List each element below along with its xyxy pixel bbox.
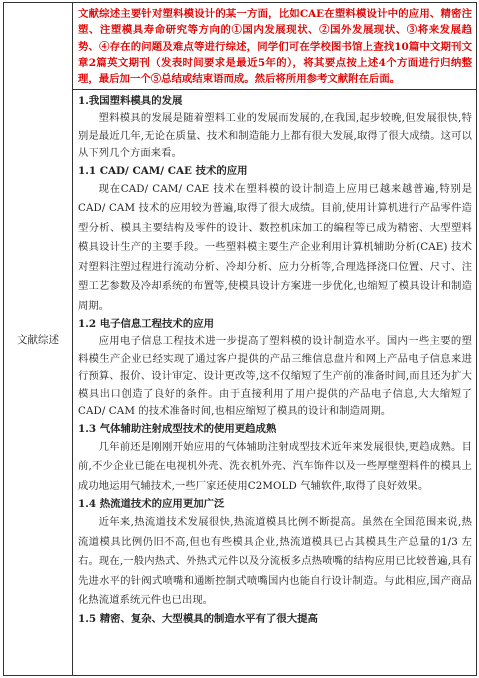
section-1-4-title: 1.4 热流道技术的应用更加广泛 (78, 498, 225, 511)
section-1-3-title: 1.3 气体辅助注射成型技术的使用更趋成熟 (78, 422, 277, 435)
section-1-4-paragraph: 近年来,热流道技术发展很快,热流道模具比例不断提高。虽然在全国范围来说,热流道模具比例仍旧不高,但也有些模具企业,热流道模具已占其模具生产总量的1/3 左右。现在,一般内热式、外热式元件以及分流板多点热喷嘴的结构应用已比较普遍,具有先进水平的针阀式喷嘴和通断控制式喷嘴国内也能自行设计制造。与此相应,国产商品化热流道系统元件也已出现。 (78, 516, 472, 607)
section-1-1-paragraph: 现在CAD/ CAM/ CAE 技术在塑料模的设计制造上应用已越来越普遍,特别是CAD/ CAM 技术的应用较为普遍,取得了很大成绩。目前,使用计算机进行产品零件造型分析、模具主要结构及零件的设计、数控机床加工的编程等已成为精密、大型塑料模具设计生产的主要手段。一些塑料模主要生产企业利用计算机辅助分析(CAE) 技术对塑料注塑过程进行流动分析、冷却分析、应力分析等,合理选择浇口位置、尺寸、注塑工艺参数及冷却系统的布置等,使模具设计方案进一步优化,也缩短了模具设计和制造周期。 (78, 182, 472, 312)
instruction-text: 文献综述主要针对塑料模设计的某一方面，比如CAE在塑料模设计中的应用、精密注塑、注塑模具寿命研究等方向的①国内发展现状、②国外发展现状、③将来发展趋势、④存在的问题及难点等进行综述，同学们可在学校图书馆上查找10篇中文期刊文章2篇英文期刊（发表时间要求是最近5年的），将其要点按上述4个方面进行归纳整理，最后加一个⑤总结或结束语而成。然后将所用参考文献附在后面。 (78, 8, 472, 86)
row-label-cell (4, 3, 73, 676)
instruction-divider (73, 89, 476, 90)
section-1-5-title: 1.5 精密、复杂、大型模具的制造水平有了很大提高 (78, 612, 318, 625)
section-1-2-title: 1.2 电子信息工程技术的应用 (78, 318, 214, 331)
section-1-paragraph: 塑料模具的发展是随着塑料工业的发展而发展的,在我国,起步较晚,但发展很快,特别是最近几年,无论在质量、技术和制造能力上都有很大发展,取得了很大成绩。这可以从下列几个方面来看。 (78, 112, 472, 160)
review-table (3, 2, 477, 676)
section-1-1-title: 1.1 CAD/ CAM/ CAE 技术的应用 (78, 164, 248, 177)
row-label: 文献综述 (17, 333, 59, 346)
content-cell (73, 3, 477, 676)
section-1-title: 1.我国塑料模具的发展 (78, 95, 183, 108)
section-1-3-paragraph: 几年前还是刚刚开始应用的气体辅助注射成型技术近年来发展很快,更趋成熟。目前,不少企业已能在电视机外壳、洗衣机外壳、汽车饰件以及一些厚壁塑料件的模具上成功地运用气辅技术,一些厂家还使用C2MOLD 气辅软件,取得了良好效果。 (78, 440, 472, 492)
section-1-2-paragraph: 应用电子信息工程技术进一步提高了塑料模的设计制造水平。国内一些主要的塑料模生产企业已经实现了通过客户提供的产品三维信息盘片和网上产品电子信息来进行预算、报价、设计审定、设计更改等,这不仅缩短了生产前的准备时间,而且还为扩大模具出口创造了良好的条件。由于直接利用了用户提供的产品电子信息,大大缩短了CAD/ CAM 的技术准备时间,也相应缩短了模具的设计和制造周期。 (78, 335, 472, 418)
